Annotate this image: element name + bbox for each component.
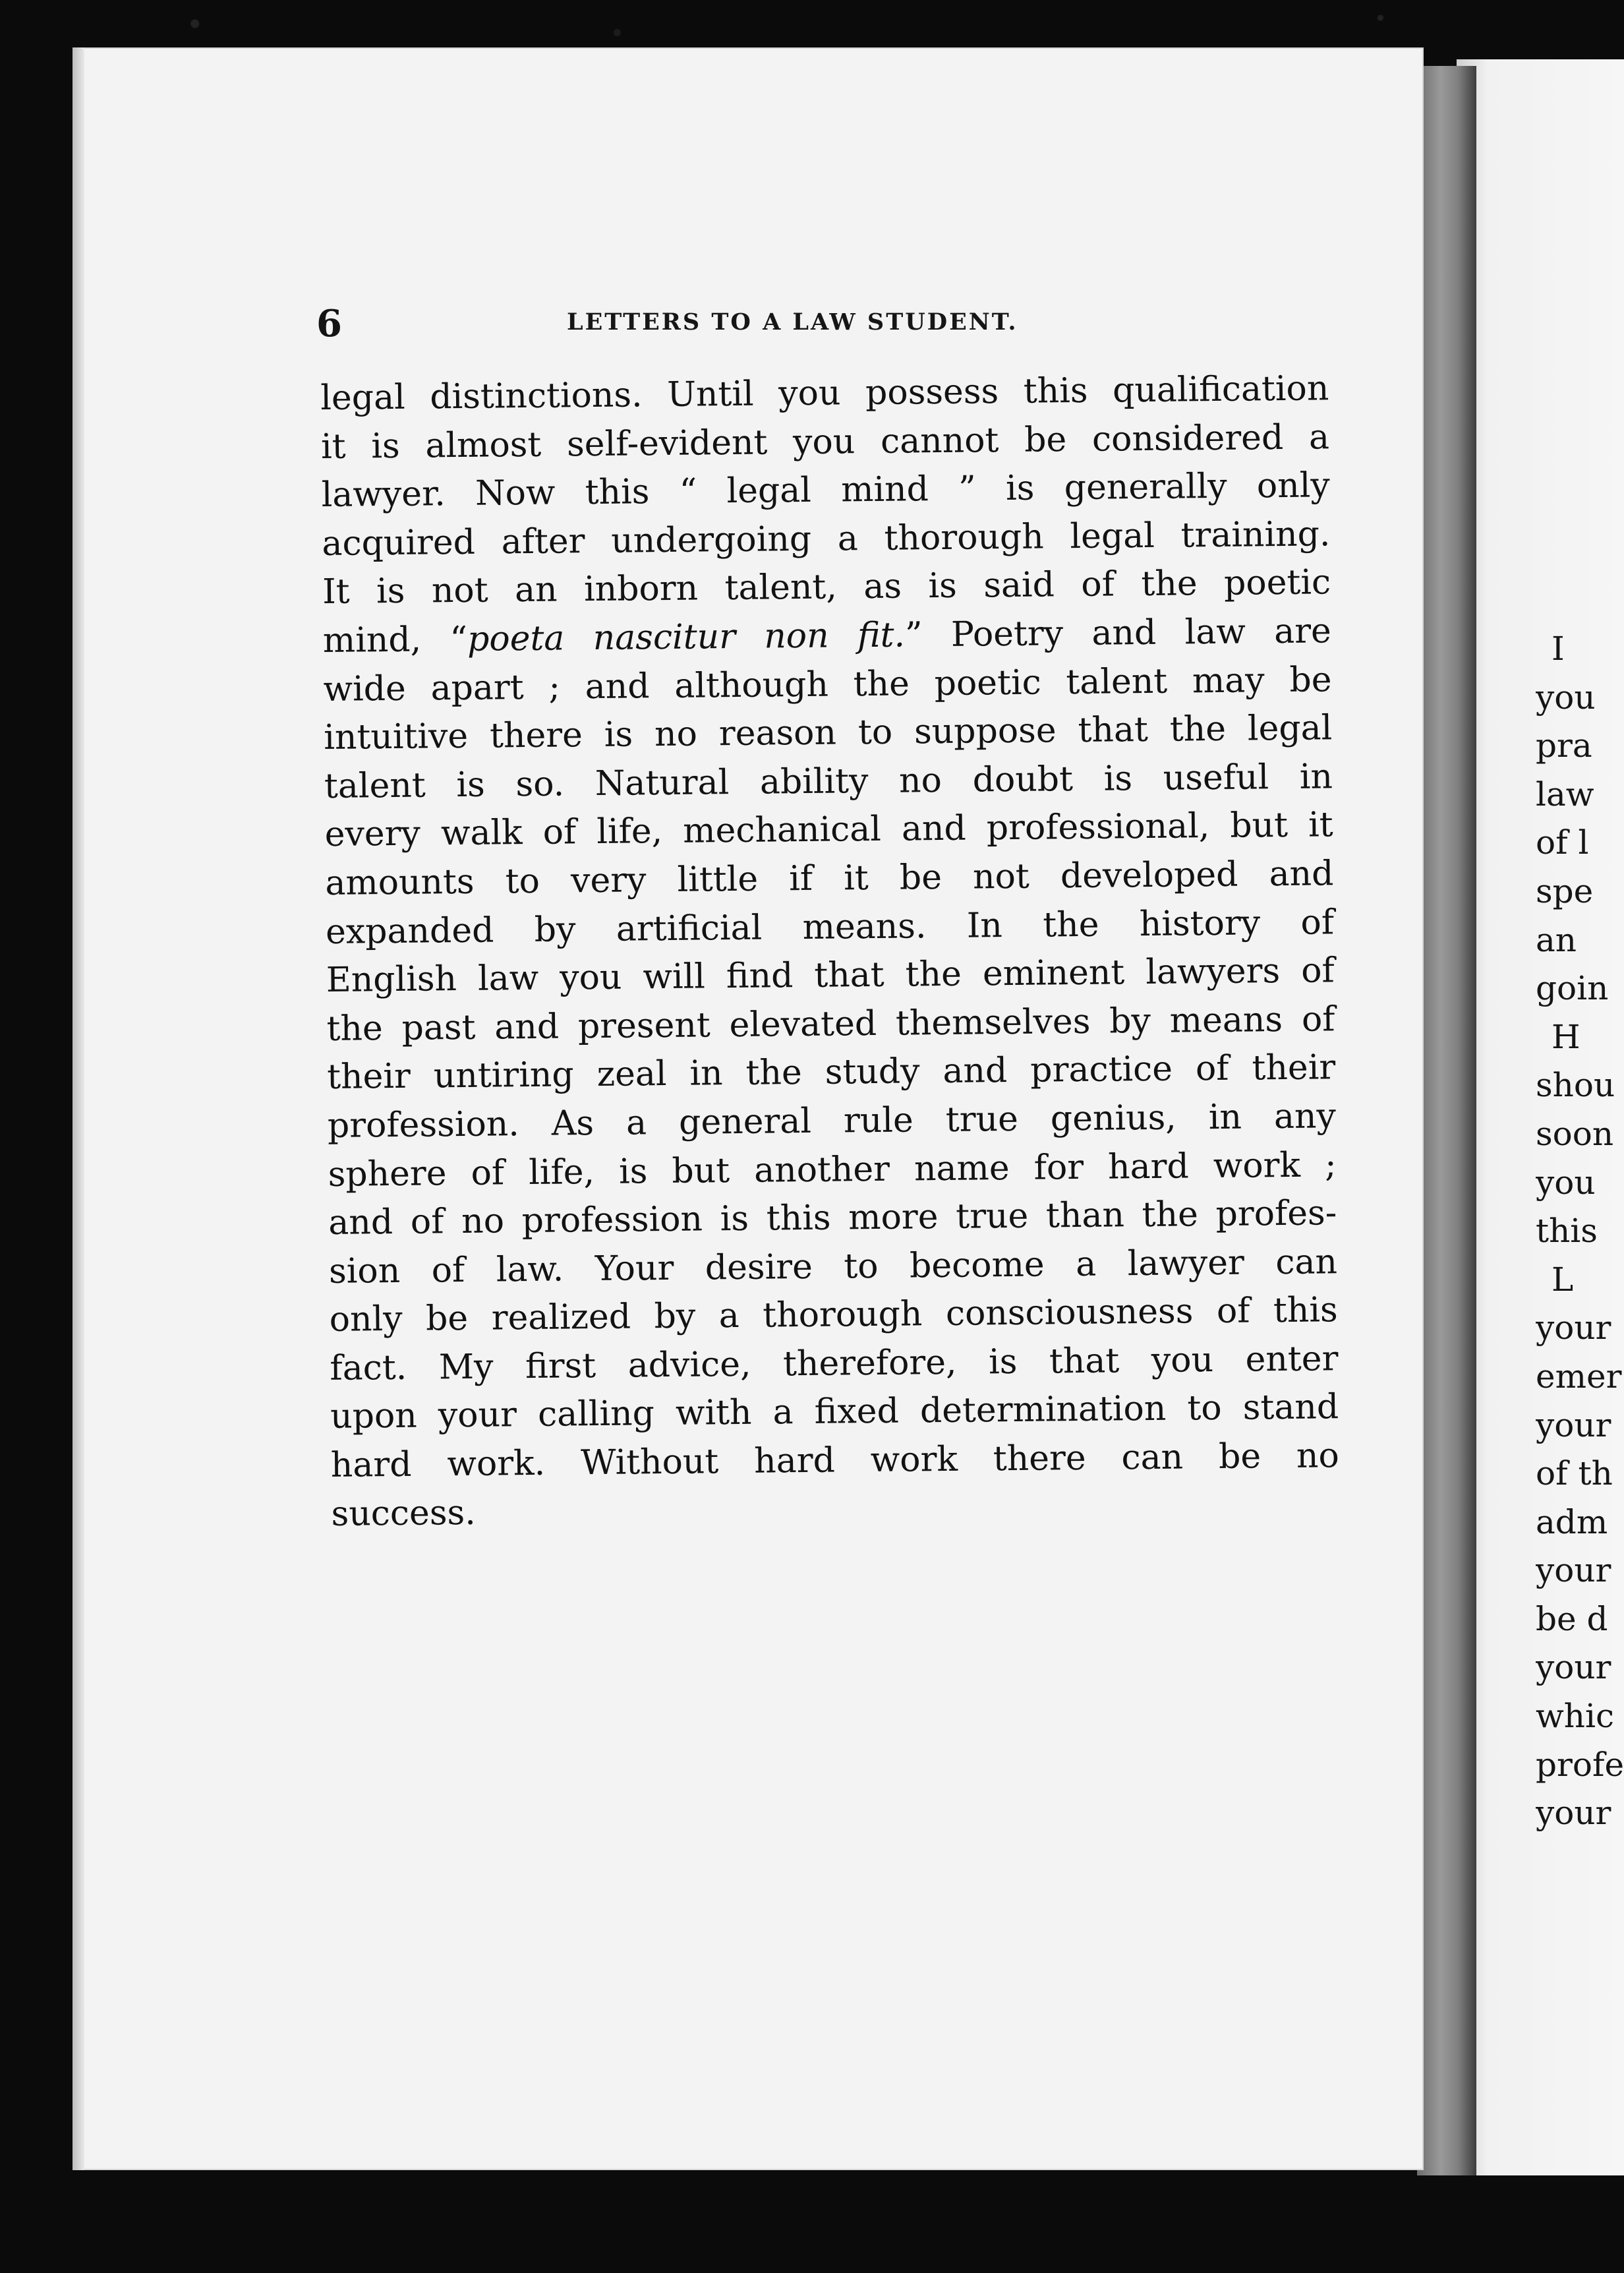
text-line: hard work. Without hard work there can be no (330, 1436, 1340, 1485)
text-line: English law you will find that the eminent lawyers of (326, 951, 1335, 1001)
text-run: ” Poetry and law are (904, 611, 1332, 655)
facing-line: profe (1536, 1745, 1624, 1784)
facing-line: L (1552, 1260, 1574, 1299)
text-line: only be realized by a thorough consciousness of this (329, 1290, 1338, 1340)
text-line: wide apart ; and although the poetic talent may be (323, 659, 1332, 709)
facing-line: you (1536, 678, 1596, 717)
text-line (323, 607, 1332, 665)
text-line: their untiring zeal in the study and practice of their (326, 1048, 1336, 1098)
facing-line: of l (1536, 823, 1589, 862)
facing-line: soon (1536, 1114, 1614, 1153)
text-line: and of no profession is this more true than the profes- (328, 1193, 1337, 1243)
facing-line: I (1552, 630, 1565, 668)
text-line: intuitive there is no reason to suppose that the legal (324, 708, 1333, 758)
text-run: mind, “ (322, 619, 468, 661)
facing-line: your (1536, 1794, 1611, 1833)
running-head: LETTERS TO A LAW STUDENT. (567, 309, 1018, 336)
facing-page-text (1536, 625, 1624, 1838)
facing-line: whic (1536, 1697, 1614, 1736)
facing-line: law (1536, 775, 1594, 813)
facing-line: an (1536, 920, 1577, 959)
text-line: It is not an inborn talent, as is said of the poetic (322, 562, 1331, 612)
facing-line: of th (1536, 1454, 1613, 1493)
scan-bottom-edge (0, 2175, 1624, 2273)
text-line: amounts to very little if it be not developed and (325, 854, 1334, 903)
text-line: every walk of life, mechanical and professional, but it (324, 805, 1333, 855)
text-line: the past and present elevated themselves by means of (326, 999, 1335, 1049)
text-line: legal distinctions. Until you possess this qualification (320, 369, 1329, 418)
facing-line: goin (1536, 969, 1609, 1008)
facing-line: be d (1536, 1599, 1608, 1638)
facing-line: pra (1536, 726, 1592, 765)
facing-line: emer (1536, 1357, 1622, 1396)
latin-quote: poeta nascitur non fit. (467, 615, 906, 659)
text-line: lawyer. Now this “ legal mind ” is generally only (321, 465, 1330, 516)
text-line: acquired after undergoing a thorough legal training. (322, 514, 1331, 564)
text-line: upon your calling with a fixed determination to stand (330, 1387, 1339, 1437)
page-number: 6 (316, 302, 342, 345)
facing-line: your (1536, 1648, 1611, 1687)
text-line: sphere of life, is but another name for hard work ; (328, 1144, 1337, 1195)
facing-line: adm (1536, 1502, 1608, 1541)
text-line: expanded by artificial means. In the history of (325, 902, 1335, 952)
text-line: success. (331, 1492, 476, 1534)
facing-line: you (1536, 1163, 1596, 1202)
facing-line: this (1536, 1212, 1598, 1251)
facing-line: your (1536, 1405, 1611, 1444)
facing-line: H (1552, 1017, 1580, 1056)
facing-line: shou (1536, 1066, 1615, 1105)
facing-line: your (1536, 1551, 1611, 1590)
facing-line: your (1536, 1309, 1611, 1347)
body-text (320, 365, 1340, 1539)
page-gutter-shadow (1417, 66, 1476, 2195)
text-line: it is almost self-evident you cannot be considered a (320, 417, 1330, 467)
facing-line: spe (1536, 871, 1594, 910)
text-line: profession. As a general rule true genius, in any (327, 1096, 1337, 1146)
text-line: fact. My first advice, therefore, is that you enter (330, 1339, 1339, 1388)
page-edge (72, 47, 84, 2170)
text-line: sion of law. Your desire to become a lawyer can (328, 1241, 1338, 1291)
text-line: talent is so. Natural ability no doubt is useful in (324, 757, 1333, 806)
